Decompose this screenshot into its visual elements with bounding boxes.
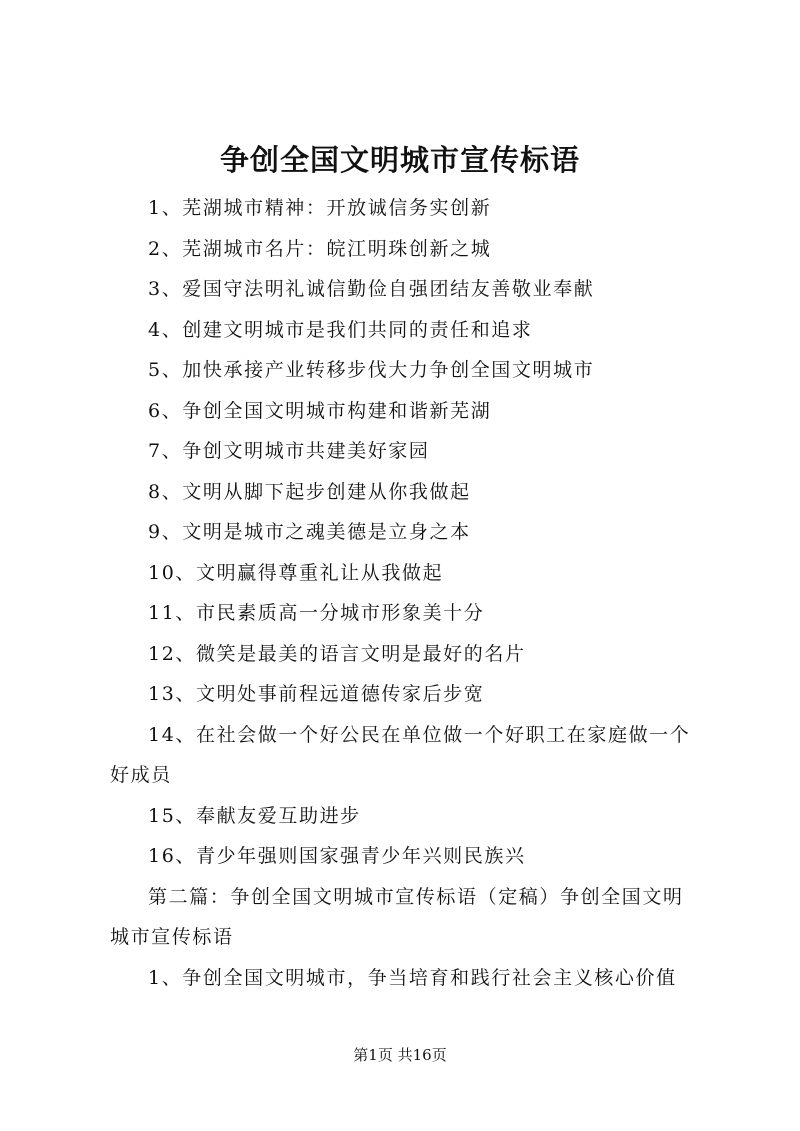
slogan-paragraph: 14、在社会做一个好公民在单位做一个好职工在家庭做一个好成员 [110, 723, 691, 786]
slogan-paragraph: 6、争创全国文明城市构建和谐新芜湖 [148, 399, 492, 422]
slogan-paragraph: 7、争创文明城市共建美好家园 [148, 440, 430, 462]
slogan-paragraph: 1、芜湖城市精神：开放诚信务实创新 [148, 197, 492, 219]
slogan-paragraph: 10、文明赢得尊重礼让从我做起 [148, 561, 444, 584]
slogan-paragraph: 1、争创全国文明城市，争当培育和践行社会主义核心价值 [148, 966, 677, 989]
slogan-paragraph: 13、文明处事前程远道德传家后步宽 [148, 683, 485, 705]
slogan-paragraph: 8、文明从脚下起步创建从你我做起 [148, 480, 471, 503]
document-body [110, 188, 702, 998]
section-heading-paragraph: 第二篇：争创全国文明城市宣传标语（定稿）争创全国文明城市宣传标语 [110, 885, 684, 948]
slogan-paragraph: 2、芜湖城市名片：皖江明珠创新之城 [148, 237, 492, 260]
slogan-paragraph: 12、微笑是最美的语言文明是最好的名片 [148, 642, 526, 665]
slogan-paragraph: 11、市民素质高一分城市形象美十分 [148, 602, 485, 624]
slogan-paragraph: 16、青少年强则国家强青少年兴则民族兴 [148, 845, 526, 867]
slogan-paragraph: 4、创建文明城市是我们共同的责任和追求 [148, 318, 533, 341]
slogan-paragraph: 9、文明是城市之魂美德是立身之本 [148, 521, 471, 543]
page-footer: 第1页 共16页 [353, 1046, 447, 1064]
slogan-paragraph: 3、爱国守法明礼诚信勤俭自强团结友善敬业奉献 [148, 278, 595, 300]
document-title: 争创全国文明城市宣传标语 [219, 143, 580, 177]
slogan-paragraph: 15、奉献友爱互助进步 [148, 804, 361, 827]
slogan-paragraph: 5、加快承接产业转移步伐大力争创全国文明城市 [148, 359, 595, 381]
